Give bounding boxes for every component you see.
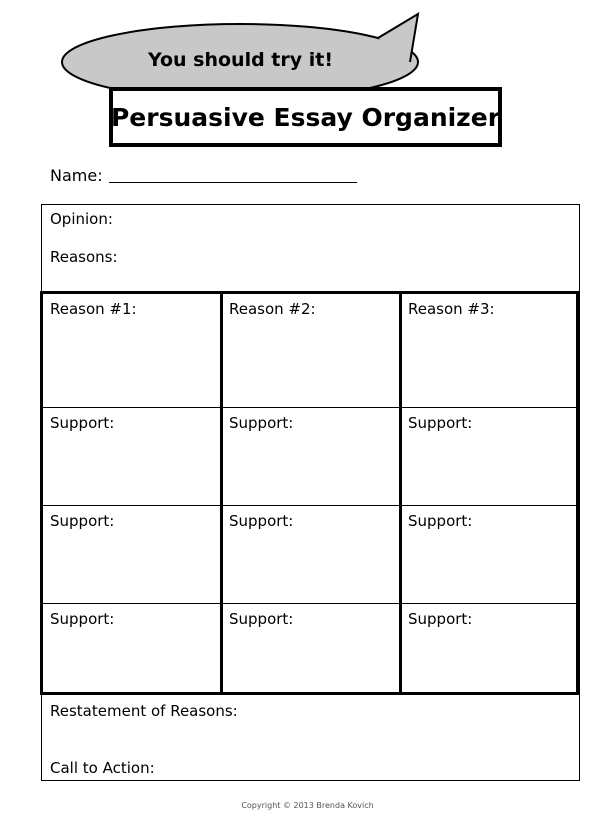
restatement-label: Restatement of Reasons: xyxy=(50,702,238,720)
page-title: Persuasive Essay Organizer xyxy=(110,102,501,132)
support-cell[interactable] xyxy=(43,506,222,604)
column-divider xyxy=(399,294,402,692)
reasons-grid xyxy=(40,291,579,695)
support-label: Support: xyxy=(408,512,473,530)
support-cell[interactable] xyxy=(43,408,222,506)
support-label: Support: xyxy=(229,512,294,530)
support-cell[interactable] xyxy=(222,408,401,506)
name-field xyxy=(50,166,357,185)
support-cell[interactable] xyxy=(43,604,222,692)
support-label: Support: xyxy=(50,512,115,530)
column-divider xyxy=(220,294,223,692)
support-label: Support: xyxy=(50,610,115,628)
opinion-label: Opinion: xyxy=(50,210,113,228)
support-cell[interactable] xyxy=(401,408,576,506)
support-cell[interactable] xyxy=(222,506,401,604)
bubble-text: You should try it! xyxy=(147,49,334,71)
support-label: Support: xyxy=(408,610,473,628)
title-box xyxy=(109,87,502,147)
support-cell[interactable] xyxy=(222,604,401,692)
copyright-notice: Copyright © 2013 Brenda Kovich xyxy=(241,801,374,810)
reason-3-cell[interactable] xyxy=(401,294,576,408)
reason-2-label: Reason #2: xyxy=(229,300,316,318)
reason-1-cell[interactable] xyxy=(43,294,222,408)
reasons-label: Reasons: xyxy=(50,248,118,266)
call-to-action-label: Call to Action: xyxy=(50,759,155,777)
reason-1-label: Reason #1: xyxy=(50,300,137,318)
support-label: Support: xyxy=(229,414,294,432)
reason-3-label: Reason #3: xyxy=(408,300,495,318)
support-cell[interactable] xyxy=(401,604,576,692)
name-label: Name: xyxy=(50,166,103,185)
support-label: Support: xyxy=(408,414,473,432)
name-blank-line[interactable] xyxy=(109,166,357,183)
support-cell[interactable] xyxy=(401,506,576,604)
support-label: Support: xyxy=(229,610,294,628)
support-label: Support: xyxy=(50,414,115,432)
reason-2-cell[interactable] xyxy=(222,294,401,408)
